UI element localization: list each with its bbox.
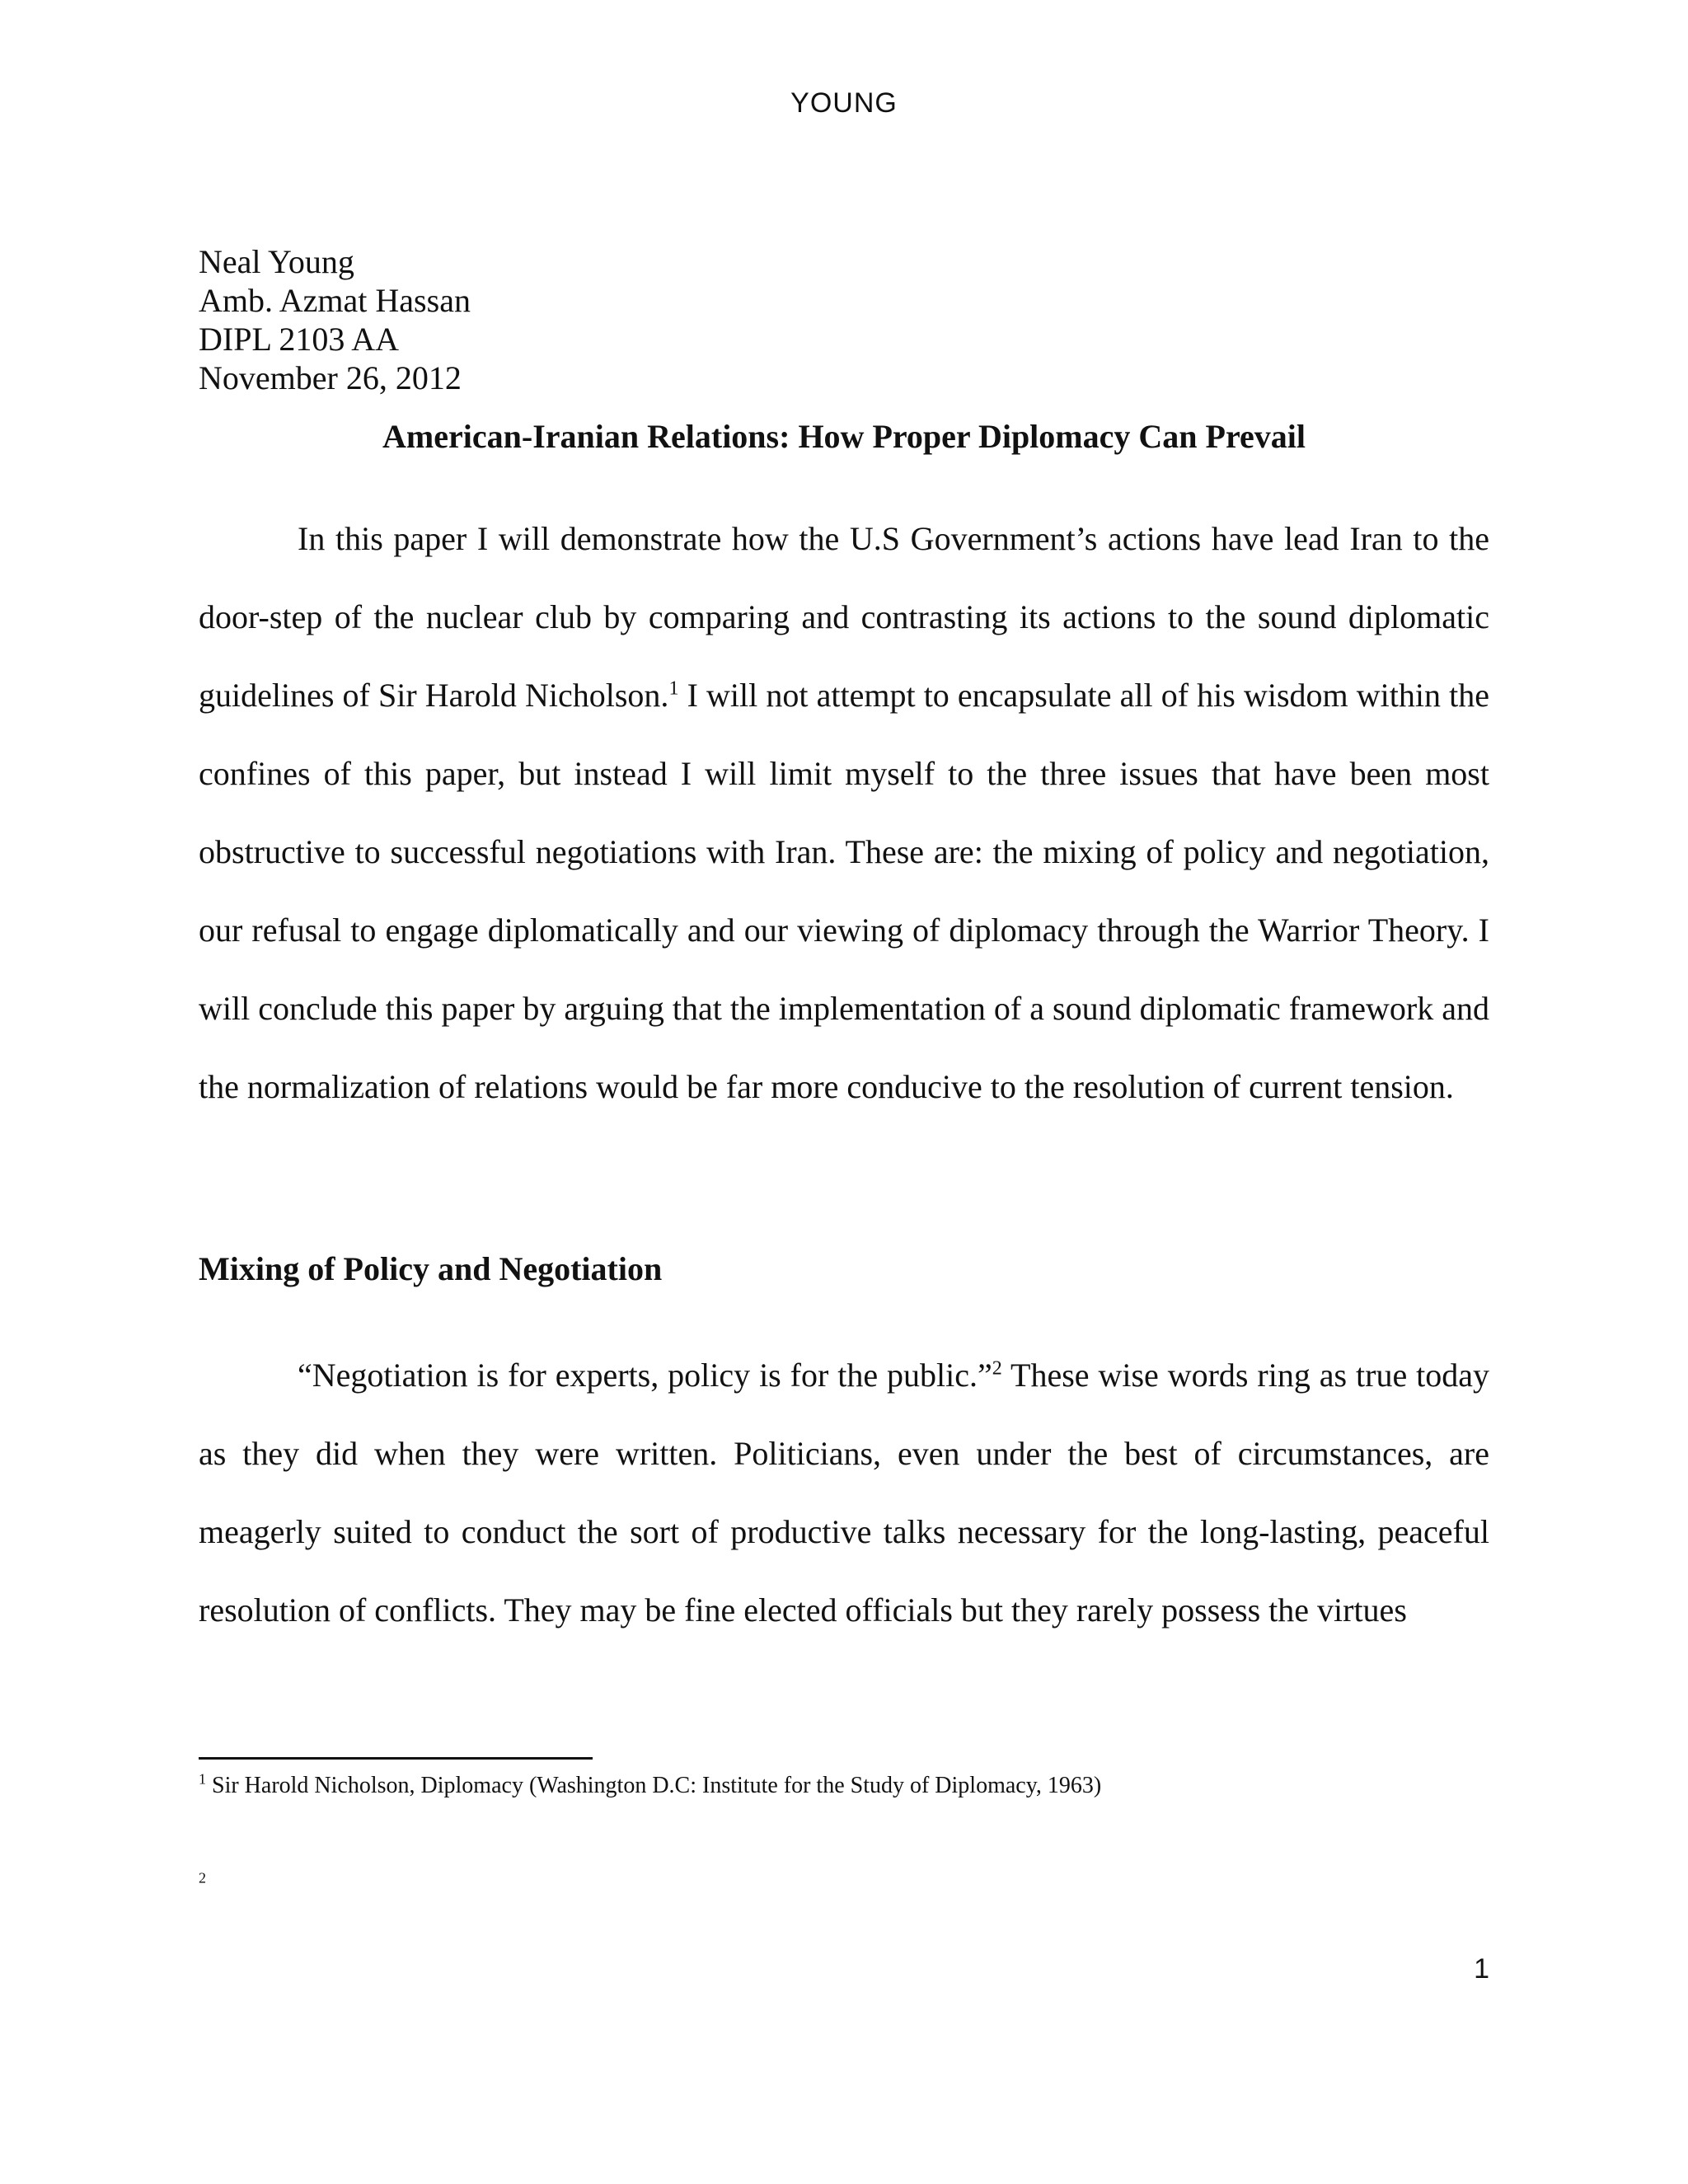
footnote-1	[199, 1772, 1489, 1800]
intro-text-part-1: In this paper I will demonstrate how the U.S Government’s actions have lead Iran to the door-step of the nuclear club by comparing and contrasting its actions to the sound diplomatic guidelines of Sir Harold Nicholson.	[199, 520, 1489, 714]
footnote-2	[199, 1871, 1489, 1899]
footnote-ref-2: 2	[992, 1357, 1002, 1380]
intro-paragraph	[199, 499, 1489, 1126]
intro-text-part-2: I will not attempt to encapsulate all of his wisdom within the confines of this paper, but instead I will limit myself to the three issues that have been most obstructive to successful negotiations with Iran. These are: the mixing of policy and negotiation, our refusal to engage diplomatically and our viewing of diplomacy through the Warrior Theory. I will conclude this paper by arguing that the implementation of a sound diplomatic framework and the normalization of relations would be far more conducive to the resolution of current tension.	[199, 677, 1489, 1105]
course-code: DIPL 2103 AA	[199, 321, 399, 358]
footnote-separator	[199, 1757, 593, 1760]
instructor-name: Amb. Azmat Hassan	[199, 282, 471, 319]
author-name: Neal Young	[199, 243, 354, 280]
paper-heading-block	[199, 242, 471, 397]
section-heading: Mixing of Policy and Negotiation	[199, 1250, 663, 1287]
page-number: 1	[1474, 1953, 1489, 1985]
section-text-part-1: “Negotiation is for experts, policy is for the public.”	[298, 1357, 992, 1394]
footnote-2-number: 2	[199, 1869, 206, 1886]
section-paragraph	[199, 1336, 1489, 1649]
footnote-1-number: 1	[199, 1770, 206, 1788]
paper-date: November 26, 2012	[199, 359, 462, 396]
footnote-ref-1: 1	[668, 677, 679, 700]
paper-title: American-Iranian Relations: How Proper Diplomacy Can Prevail	[382, 418, 1306, 455]
footnote-1-text: Sir Harold Nicholson, Diplomacy (Washington D.C: Institute for the Study of Diplomacy, 1963)	[206, 1773, 1102, 1798]
section-text-part-2: These wise words ring as true today as they did when they were written. Politicians, even under the best of circumstances, are meagerly suited to conduct the sort of productive talks necessary for the long-lasting, peaceful resolution of conflicts. They may be fine elected officials but they rarely possess the virtues	[199, 1357, 1490, 1629]
running-header: YOUNG	[790, 87, 898, 119]
